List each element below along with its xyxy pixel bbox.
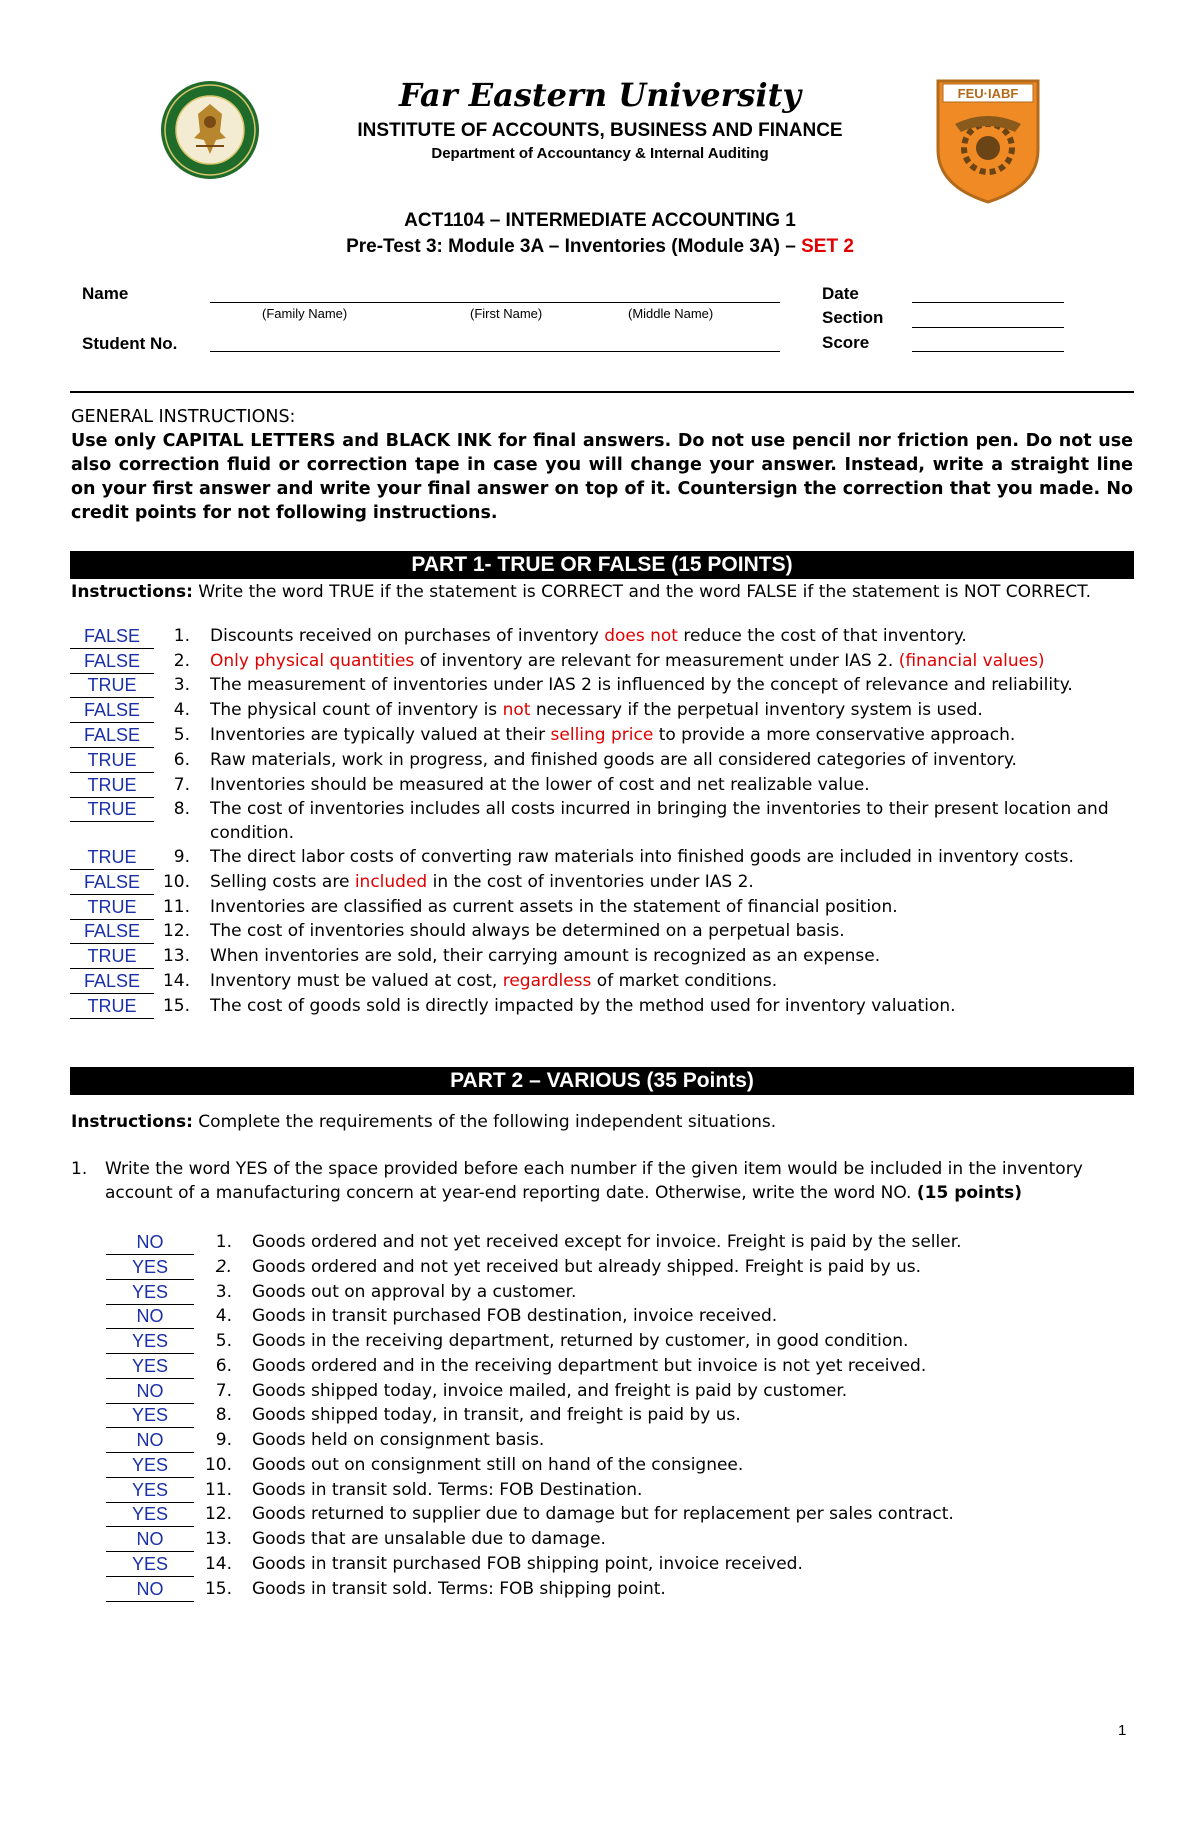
answer-field[interactable]: NO [106, 1429, 194, 1453]
section-field[interactable] [912, 327, 1064, 328]
item-number: 1. [215, 1232, 232, 1252]
item-text: Goods ordered and not yet received except for invoice. Freight is paid by the seller. [252, 1232, 962, 1252]
statement-text: Inventory must be valued at cost, regardless of market conditions. [210, 971, 778, 991]
answer-field[interactable]: TRUE [70, 749, 154, 773]
item-number: 11. [162, 897, 190, 917]
item-number: 10. [204, 1455, 232, 1475]
score-label: Score [822, 333, 870, 352]
part2-instructions: Instructions: Complete the requirements of the following independent situations. [71, 1112, 777, 1132]
answer-field[interactable]: NO [106, 1380, 194, 1404]
item-number: 12. [204, 1504, 232, 1524]
pretest-title: Pre-Test 3: Module 3A – Inventories (Module 3A) – SET 2 [346, 236, 854, 257]
item-number: 9. [173, 847, 190, 867]
answer-field[interactable]: FALSE [70, 625, 154, 649]
answer-field[interactable]: FALSE [70, 724, 154, 748]
answer-field[interactable]: NO [106, 1578, 194, 1602]
item-text: Goods out on approval by a customer. [252, 1282, 577, 1302]
item-number: 4. [173, 700, 190, 720]
statement-text: Discounts received on purchases of inventory does not reduce the cost of that inventory. [210, 626, 967, 646]
item-number: 7. [215, 1381, 232, 1401]
item-number: 1. [173, 626, 190, 646]
question-1-points: (15 points) [916, 1183, 1022, 1203]
statement-text: The physical count of inventory is not necessary if the perpetual inventory system is used. [210, 700, 983, 720]
item-number: 3. [215, 1282, 232, 1302]
item-number: 8. [215, 1405, 232, 1425]
item-number: 6. [173, 750, 190, 770]
item-text: Goods in transit purchased FOB destination, invoice received. [252, 1306, 778, 1326]
statement-text: Raw materials, work in progress, and finished goods are all considered categories of inventory. [210, 750, 1017, 770]
question-1-text: Write the word YES of the space provided before each number if the given item would be included in the inventory account of a manufacturing concern at year-end reporting date. Otherwise, write the word NO. (15 points) [105, 1159, 1083, 1203]
course-title: ACT1104 – INTERMEDIATE ACCOUNTING 1 [404, 210, 796, 231]
item-number: 15. [162, 996, 190, 1016]
statement-text: Inventories should be measured at the lower of cost and net realizable value. [210, 775, 870, 795]
answer-field[interactable]: TRUE [70, 945, 154, 969]
iabf-shield-icon [935, 78, 1041, 204]
answer-field[interactable]: FALSE [70, 970, 154, 994]
item-number: 11. [204, 1480, 232, 1500]
part1-instructions: Instructions: Write the word TRUE if the statement is CORRECT and the word FALSE if the statement is NOT CORRECT. [71, 582, 1092, 602]
answer-field[interactable]: TRUE [70, 774, 154, 798]
item-text: Goods shipped today, invoice mailed, and freight is paid by customer. [252, 1381, 848, 1401]
question-1-number: 1. [71, 1159, 88, 1179]
item-number: 7. [173, 775, 190, 795]
item-number: 6. [215, 1356, 232, 1376]
answer-field[interactable]: YES [106, 1355, 194, 1379]
general-instructions-title: GENERAL INSTRUCTIONS: [71, 407, 296, 427]
statement-text: The cost of inventories includes all costs incurred in bringing the inventories to their present location and condition. [210, 799, 1109, 843]
page-number: 1 [1118, 1722, 1127, 1739]
date-label: Date [822, 284, 859, 303]
part1-title-bar: PART 1- TRUE OR FALSE (15 POINTS) [70, 551, 1134, 579]
answer-field[interactable]: TRUE [70, 846, 154, 870]
item-number: 14. [162, 971, 190, 991]
statement-text: Only physical quantities of inventory are relevant for measurement under IAS 2. (financial values) [210, 651, 1045, 671]
university-seal-icon [160, 80, 260, 180]
statement-text: The measurement of inventories under IAS 2 is influenced by the concept of relevance and reliability. [210, 675, 1073, 695]
item-number: 5. [173, 725, 190, 745]
answer-field[interactable]: FALSE [70, 650, 154, 674]
statement-text: The cost of inventories should always be determined on a perpetual basis. [210, 921, 845, 941]
statement-text: The cost of goods sold is directly impacted by the method used for inventory valuation. [210, 996, 956, 1016]
item-number: 14. [204, 1554, 232, 1574]
item-number: 10. [162, 872, 190, 892]
item-number: 15. [204, 1579, 232, 1599]
set-label: SET 2 [801, 236, 854, 257]
answer-field[interactable]: YES [106, 1553, 194, 1577]
section-label: Section [822, 308, 884, 327]
first-name-caption: (First Name) [470, 306, 543, 321]
item-text: Goods in transit sold. Terms: FOB shipping point. [252, 1579, 666, 1599]
university-name: Far Eastern University [399, 76, 801, 114]
answer-field[interactable]: YES [106, 1454, 194, 1478]
student-no-field[interactable] [210, 351, 780, 352]
answer-field[interactable]: TRUE [70, 995, 154, 1019]
statement-text: Selling costs are included in the cost of inventories under IAS 2. [210, 872, 754, 892]
item-text: Goods in the receiving department, returned by customer, in good condition. [252, 1331, 909, 1351]
item-text: Goods ordered and in the receiving department but invoice is not yet received. [252, 1356, 927, 1376]
middle-name-caption: (Middle Name) [628, 306, 714, 321]
answer-field[interactable]: NO [106, 1305, 194, 1329]
item-number: 13. [204, 1529, 232, 1549]
item-text: Goods out on consignment still on hand of the consignee. [252, 1455, 744, 1475]
item-number: 2. [215, 1257, 232, 1277]
item-text: Goods returned to supplier due to damage but for replacement per sales contract. [252, 1504, 954, 1524]
answer-field[interactable]: FALSE [70, 920, 154, 944]
item-number: 12. [162, 921, 190, 941]
item-number: 8. [173, 799, 190, 819]
general-instructions [71, 405, 1133, 525]
answer-field[interactable]: NO [106, 1528, 194, 1552]
item-number: 13. [162, 946, 190, 966]
answer-field[interactable]: FALSE [70, 871, 154, 895]
answer-field[interactable]: YES [106, 1479, 194, 1503]
answer-field[interactable]: YES [106, 1404, 194, 1428]
statement-text: When inventories are sold, their carrying amount is recognized as an expense. [210, 946, 881, 966]
item-text: Goods held on consignment basis. [252, 1430, 545, 1450]
name-field[interactable] [210, 302, 780, 303]
statement-text: The direct labor costs of converting raw materials into finished goods are included in inventory costs. [210, 847, 1074, 867]
answer-field[interactable]: NO [106, 1231, 194, 1255]
answer-field[interactable]: TRUE [70, 798, 154, 822]
student-no-label: Student No. [82, 334, 178, 353]
answer-field[interactable]: FALSE [70, 699, 154, 723]
item-number: 4. [215, 1306, 232, 1326]
answer-field[interactable]: YES [106, 1503, 194, 1527]
part2-title-bar: PART 2 – VARIOUS (35 Points) [70, 1067, 1134, 1095]
svg-text:FEU·IABF: FEU·IABF [957, 86, 1019, 101]
item-text: Goods ordered and not yet received but already shipped. Freight is paid by us. [252, 1257, 922, 1277]
item-number: 3. [173, 675, 190, 695]
answer-field[interactable]: YES [106, 1281, 194, 1305]
item-number: 9. [215, 1430, 232, 1450]
header-divider [70, 391, 1134, 393]
statement-text: Inventories are classified as current assets in the statement of financial position. [210, 897, 898, 917]
answer-field[interactable]: TRUE [70, 674, 154, 698]
institute-name: INSTITUTE OF ACCOUNTS, BUSINESS AND FINANCE [357, 120, 843, 141]
answer-field[interactable]: TRUE [70, 896, 154, 920]
item-text: Goods shipped today, in transit, and freight is paid by us. [252, 1405, 741, 1425]
answer-field[interactable]: YES [106, 1256, 194, 1280]
general-instructions-body: Use only CAPITAL LETTERS and BLACK INK for final answers. Do not use pencil nor friction pen. Do not use also correction fluid or correction tape in case you will change your answer. Instead, write a straight line on your first answer and write your final answer on top of it. Countersign the correction that you made. No credit points for not following instructions. [71, 431, 1133, 523]
item-text: Goods in transit purchased FOB shipping point, invoice received. [252, 1554, 803, 1574]
answer-field[interactable]: YES [106, 1330, 194, 1354]
name-label: Name [82, 284, 129, 303]
item-number: 5. [215, 1331, 232, 1351]
department-name: Department of Accountancy & Internal Auditing [431, 145, 769, 162]
date-field[interactable] [912, 302, 1064, 303]
item-number: 2. [173, 651, 190, 671]
item-text: Goods that are unsalable due to damage. [252, 1529, 606, 1549]
score-field[interactable] [912, 351, 1064, 352]
item-text: Goods in transit sold. Terms: FOB Destination. [252, 1480, 643, 1500]
statement-text: Inventories are typically valued at their selling price to provide a more conservative approach. [210, 725, 1016, 745]
family-name-caption: (Family Name) [262, 306, 348, 321]
